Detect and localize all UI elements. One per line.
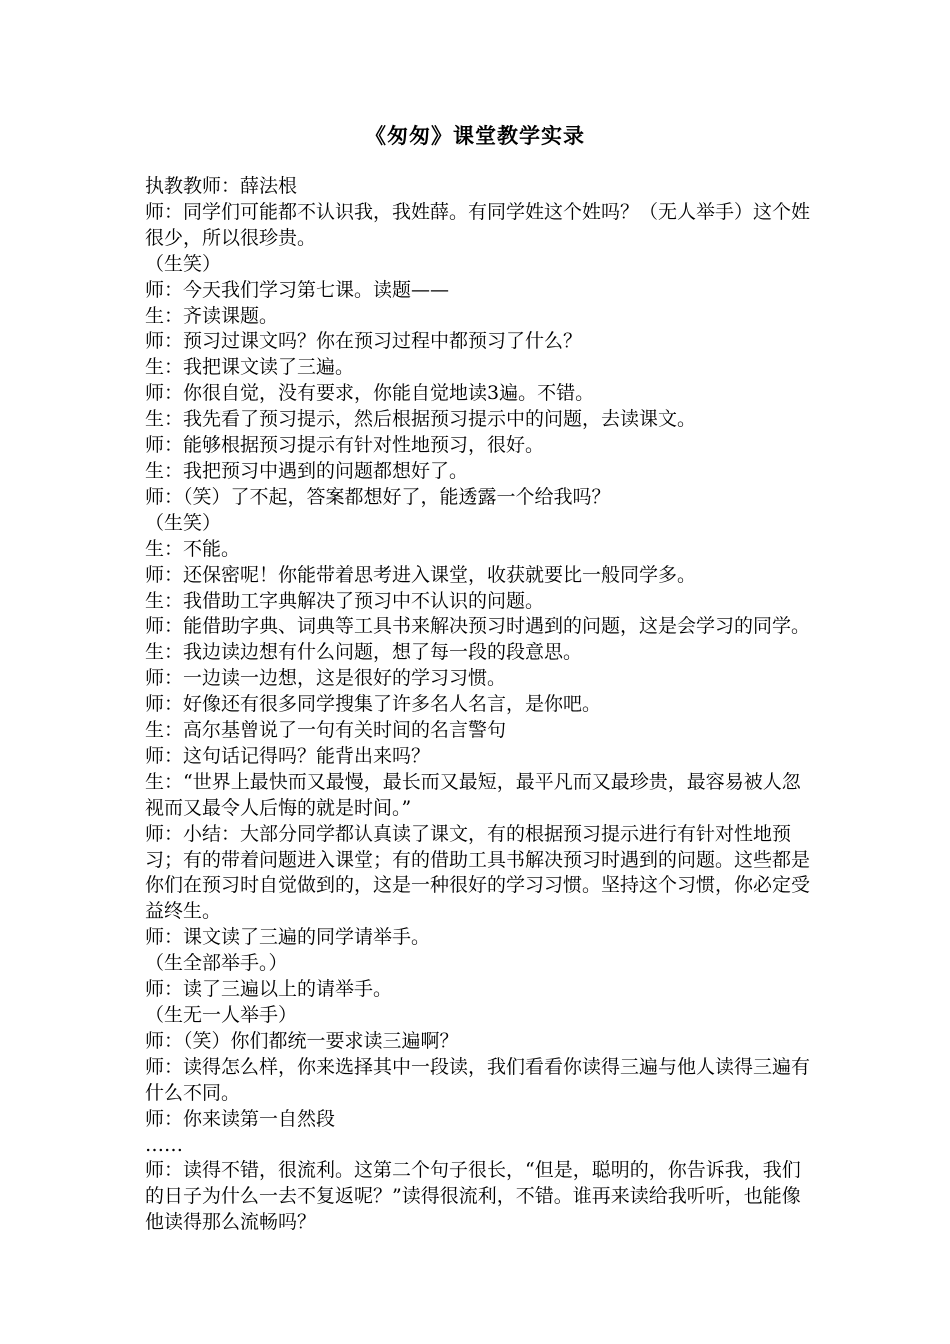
transcript-paragraph: 师：读了三遍以上的请举手。 bbox=[145, 978, 393, 1001]
transcript-paragraph: 生：不能。 bbox=[145, 537, 241, 560]
transcript-paragraph: 生：高尔基曾说了一句有关时间的名言警句 bbox=[145, 719, 507, 742]
transcript-paragraph: 生：我把预习中遇到的问题都想好了。 bbox=[145, 459, 469, 482]
transcript-paragraph: 师：读得怎么样，你来选择其中一段读，我们看看你读得三遍与他人读得三遍有什么不同。 bbox=[145, 1055, 811, 1104]
transcript-body bbox=[145, 174, 815, 1236]
transcript-paragraph: 师：今天我们学习第七课。读题—— bbox=[145, 278, 450, 301]
transcript-paragraph: 师：还保密呢！你能带着思考进入课堂，收获就要比一般同学多。 bbox=[145, 563, 697, 586]
transcript-paragraph: 师：你很自觉，没有要求，你能自觉地读3遍。不错。 bbox=[145, 382, 595, 405]
transcript-paragraph: （生无一人举手） bbox=[145, 1004, 298, 1026]
transcript-paragraph: 师：（笑）你们都统一要求读三遍啊？ bbox=[145, 1029, 459, 1052]
transcript-paragraph: 师：读得不错，很流利。这第二个句子很长，“但是，聪明的，你告诉我，我们的日子为什么一去不复返呢？”读得很流利，不错。谁再来读给我听听，也能像他读得那么流畅吗？ bbox=[145, 1159, 801, 1234]
transcript-paragraph: 师：预习过课文吗？你在预习过程中都预习了什么？ bbox=[145, 330, 583, 353]
transcript-paragraph: 师：（笑）了不起，答案都想好了，能透露一个给我吗？ bbox=[145, 485, 611, 508]
transcript-paragraph: 师：能借助字典、词典等工具书来解决预习时遇到的问题，这是会学习的同学。 bbox=[145, 615, 811, 638]
transcript-paragraph: 师：一边读一边想，这是很好的学习习惯。 bbox=[145, 667, 507, 690]
transcript-paragraph: 师：课文读了三遍的同学请举手。 bbox=[145, 926, 431, 949]
transcript-paragraph: …… bbox=[145, 1133, 183, 1156]
transcript-paragraph: 生：我边读边想有什么问题，想了每一段的段意思。 bbox=[145, 641, 583, 664]
transcript-paragraph: 生：我把课文读了三遍。 bbox=[145, 356, 355, 379]
transcript-paragraph: 师：这句话记得吗？能背出来吗？ bbox=[145, 744, 431, 767]
transcript-paragraph: 师：好像还有很多同学搜集了许多名人名言，是你吧。 bbox=[145, 693, 602, 716]
transcript-paragraph: 师：小结：大部分同学都认真读了课文，有的根据预习提示进行有针对性地预习；有的带着问题进入课堂；有的借助工具书解决预习时遇到的问题。这些都是你们在预习时自觉做到的，这是一种很好的学习习惯。坚持这个习惯，你必定受益终生。 bbox=[145, 822, 811, 923]
transcript-paragraph: 师：你来读第一自然段 bbox=[145, 1107, 336, 1130]
transcript-paragraph: 生：齐读课题。 bbox=[145, 304, 279, 327]
transcript-paragraph: 师：同学们可能都不认识我，我姓薛。有同学姓这个姓吗？（无人举手）这个姓很少，所以很珍贵。 bbox=[145, 200, 811, 249]
document-title: 《匆匆》课堂教学实录 bbox=[365, 123, 585, 148]
transcript-paragraph: 生：我借助工字典解决了预习中不认识的问题。 bbox=[145, 589, 545, 612]
transcript-paragraph: 生：我先看了预习提示，然后根据预习提示中的问题，去读课文。 bbox=[145, 408, 697, 431]
transcript-paragraph: （生笑） bbox=[145, 252, 222, 275]
transcript-paragraph: 生：“世界上最快而又最慢，最长而又最短，最平凡而又最珍贵，最容易被人忽视而又最令人后悔的就是时间。” bbox=[145, 770, 801, 819]
transcript-paragraph: 执教教师：薛法根 bbox=[145, 175, 298, 197]
transcript-paragraph: （生全部举手。） bbox=[145, 952, 288, 975]
transcript-paragraph: 师：能够根据预习提示有针对性地预习，很好。 bbox=[145, 434, 545, 457]
transcript-paragraph: （生笑） bbox=[145, 511, 222, 534]
